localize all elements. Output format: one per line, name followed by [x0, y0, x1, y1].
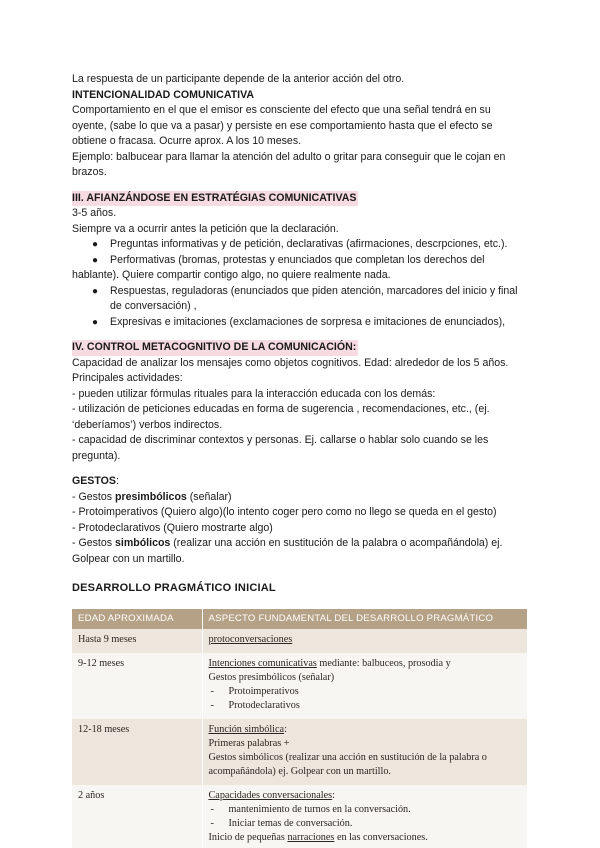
cell-subitem — [209, 699, 522, 713]
paragraph: La respuesta de un participante depende de la anterior acción del otro. — [72, 73, 405, 85]
cell-text: narraciones — [287, 831, 335, 843]
paragraph: Capacidad de analizar los mensajes como objetos cognitivos. Edad: alrededor de los 5 años. — [72, 356, 509, 369]
cell-subitem — [209, 817, 522, 831]
cell-text: Gestos presimbólicos (señalar) — [208, 671, 335, 683]
paragraph: hablante). Quiere compartir contigo algo, no quiere realmente nada. — [72, 269, 391, 281]
table-header-row — [72, 609, 527, 629]
dash-icon: - — [210, 685, 214, 697]
table-cell — [202, 785, 527, 848]
paragraph: 3-5 años. — [72, 207, 117, 219]
paragraph: - pueden utilizar fórmulas rituales para la interacción educada con los demás: — [72, 387, 436, 400]
table-cell — [202, 653, 527, 719]
cell-text: protoconversaciones — [208, 633, 293, 645]
table-cell — [202, 629, 527, 653]
list-item-text: Preguntas informativas y de petición, declarativas (afirmaciones, descrpciones, etc.). — [110, 238, 508, 250]
gestos-heading-colon: : — [115, 475, 119, 487]
cell-text: Capacidades conversacionales — [208, 789, 333, 801]
table-cell — [202, 719, 527, 785]
table-header-cell: ASPECTO FUNDAMENTAL DEL DESARROLLO PRAGMÁTICO — [202, 609, 527, 629]
cell-text: mediante: balbuceos, prosodia y — [316, 657, 451, 669]
paragraph: - utilización de peticiones educadas en forma de sugerencia , recomendaciones, etc., (ej. ‘deberíamos’) verbos indirectos. — [72, 403, 490, 431]
cell-text: Gestos simbólicos (realizar una acción en sustitución de la palabra o acompañándola) ej. Golpear con un martillo. — [208, 751, 487, 777]
cell-subitem — [209, 803, 522, 817]
gesto-line: - Protodeclarativos (Quiero mostrarte algo) — [72, 521, 273, 534]
cell-text: Protodeclarativos — [228, 699, 300, 711]
table-cell: 9-12 meses — [72, 653, 202, 719]
list-item-text: Expresivas e imitaciones (exclamaciones de sorpresa e imitaciones de enunciados), — [110, 315, 506, 328]
cell-text: Inicio de pequeñas — [208, 831, 288, 843]
list-item — [72, 237, 528, 253]
paragraph: - capacidad de discriminar contextos y personas. Ej. callarse o hablar solo cuando se les pregunta). — [72, 434, 489, 462]
cell-subitem — [209, 685, 522, 699]
gesto-line: - Protoimperativos (Quiero algo)(lo intento coger pero como no llego se queda en el gesto) — [72, 506, 497, 518]
section-heading-iv: IV. CONTROL METACOGNITIVO DE LA COMUNICACIÓN: — [72, 340, 358, 356]
paragraph: Ejemplo: balbucear para llamar la atención del adulto o gritar para conseguir que le cojan en brazos. — [72, 150, 506, 178]
table-header-cell: EDAD APROXIMADA — [72, 609, 202, 629]
gesto-bold: presimbólicos — [114, 490, 187, 503]
paragraph: Principales actividades: — [72, 372, 183, 384]
list-item — [72, 253, 528, 269]
table-row — [72, 719, 527, 785]
bullet-icon: ● — [92, 316, 99, 328]
gestos-heading-text: GESTOS — [72, 475, 116, 487]
list-item — [72, 284, 528, 315]
desarrollo-table — [72, 609, 527, 848]
gesto-text: - Gestos — [72, 537, 115, 549]
gesto-line — [72, 536, 528, 567]
gesto-text: (realizar una acción en sustitución de la palabra o acompañándola) ej. Golpear con un martillo. — [72, 537, 503, 565]
gesto-text: - Gestos — [72, 490, 115, 503]
table-row — [72, 785, 527, 848]
cell-text: Protoimperativos — [228, 685, 299, 697]
bullet-list — [72, 284, 528, 331]
section-heading-iii: III. AFIANZÁNDOSE EN ESTRATÉGIAS COMUNICATIVAS — [72, 191, 358, 207]
bullet-list — [72, 237, 528, 268]
table-cell: 2 años — [72, 785, 202, 848]
cell-text: mantenimiento de turnos en la conversación. — [228, 803, 411, 815]
table-row — [72, 653, 527, 719]
heading-intencionalidad: INTENCIONALIDAD COMUNICATIVA — [72, 88, 255, 101]
paragraph: Siempre va a ocurrir antes la petición que la declaración. — [72, 222, 339, 235]
list-item-text: Respuestas, reguladoras (enunciados que piden atención, marcadores del inicio y final de conversación) , — [110, 284, 518, 312]
gestos-heading — [72, 474, 528, 490]
cell-text: Iniciar temas de conversación. — [228, 817, 353, 829]
gesto-line — [72, 490, 528, 506]
gesto-text: (señalar) — [186, 490, 232, 503]
dash-icon: - — [210, 803, 214, 815]
dash-icon: - — [210, 817, 214, 829]
cell-text: : — [332, 789, 335, 801]
cell-text: en las conversaciones. — [334, 831, 428, 843]
bullet-icon: ● — [92, 254, 99, 266]
list-item-text: Performativas (bromas, protestas y enunciados que completan los derechos del — [110, 253, 485, 266]
bullet-icon: ● — [92, 239, 99, 250]
table-cell: 12-18 meses — [72, 719, 202, 785]
list-item — [72, 315, 528, 331]
desarrollo-heading: DESARROLLO PRAGMÁTICO INICIAL — [72, 582, 276, 594]
cell-text: Función simbólica — [208, 723, 285, 735]
paragraph: Comportamiento en el que el emisor es consciente del efecto que una señal tendrá en su oyente, (sabe lo que va a pasar) y persiste en ese comportamiento hasta que el efecto se obtiene o fracasa. Ocurre aprox. A los 10 meses. — [72, 104, 493, 147]
cell-text: : — [284, 723, 287, 735]
bullet-icon: ● — [92, 285, 99, 297]
gesto-bold: simbólicos — [114, 537, 171, 549]
table-cell: Hasta 9 meses — [72, 629, 202, 653]
cell-text: Intenciones comunicativas — [208, 657, 317, 669]
table-row — [72, 629, 527, 653]
dash-icon: - — [210, 699, 214, 711]
cell-text: Primeras palabras + — [208, 737, 290, 749]
